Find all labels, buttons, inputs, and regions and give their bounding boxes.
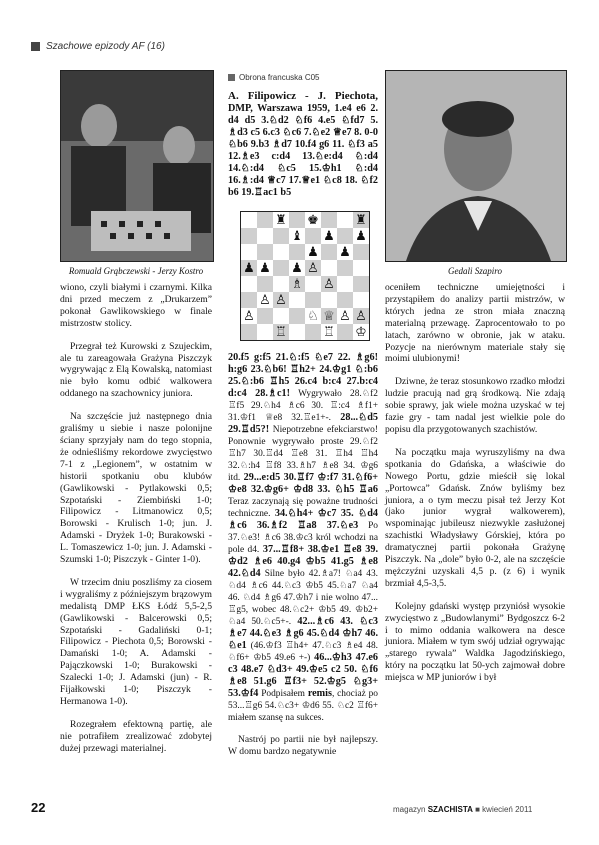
footer-mag-word: magazyn [393,805,426,814]
footer-brand: SZACHISTA [427,805,473,814]
board-square [257,228,273,244]
mid-paragraph: Nastrój po partii nie był najlepszy. W domu bardzo negatywnie [228,734,378,757]
board-square [353,260,369,276]
board-square: ♕ [321,308,337,324]
caption-right: Gedali Szapiro [448,266,502,276]
paragraph: Przegrał też Kurowski z Szujeckim, ale tu zareagowała Grażyna Piszczyk wygrywając z Elą Kowalską, natomiast nie było komu odbić walkowera oddanego na szachownicy juniora. [60,340,212,400]
board-square: ♙ [241,308,257,324]
board-square: ♜ [273,212,289,228]
board-square: ♗ [289,276,305,292]
board-square: ♝ [289,228,305,244]
board-square: ♚ [305,212,321,228]
board-square: ♟ [257,260,273,276]
square-bullet-icon [228,74,235,81]
board-square: ♜ [353,212,369,228]
board-square [353,276,369,292]
board-square [241,292,257,308]
result-remis: remis [307,688,332,699]
note-p7: Podpisałem [258,689,308,699]
caption-left: Romuald Grąbczewski - Jerzy Kostro [68,266,204,276]
note-p6: (46.♔f3 ♖h4+ 47.♘c3 ♗e4 48. ♘f6+ ♔b5 49.e6 +-) [228,641,378,663]
paragraph: wiono, czyli białymi i czarnymi. Kilka dni przed meczem z „Drukarzem” pokonał Gawlikowskiego w finale mistrzostw stolicy. [60,282,212,329]
game-moves-continuation [228,352,378,769]
board-square [289,324,305,340]
moves-p5: 37...♖f8+ 38.♔e1 ♖e8 39. ♔d2 ♗e6 40.g4 ♔b5 41.g5 ♗e8 42.♘d4 [228,544,378,579]
page-number: 22 [31,800,46,815]
right-column [385,282,565,695]
paragraph: Na początku maja wyruszyliśmy na dwa spotkania do Gdańska, a właściwie do Nowego Portu, gdzie mieścił się lokal „Portowca” Gdańsk. Znów byliśmy bez juniora, a o tym meczu pisał też Jerzy Kot (jako junior wygrał walkowerem), wspominając jubileusz niezwykle zasłużonej szachistki Władysławy Górskiej, która po dramatycznej partii pokonała Grażynę Piszczyk. Na „dole” było 0-2, ale na szczęście mężczyźni uzyskali 4,5 p. (z 6) i wynik brzmiał 4,5-3,5. [385,446,565,589]
board-square [337,276,353,292]
board-square [321,292,337,308]
note-p7-tail: , chociaż po 53...♖g6 54.♘c3+ ♔d6 55. ♘c2 ♖f6+ miałem szansę na sukces. [228,689,378,723]
board-square: ♟ [305,244,321,260]
board-square [241,324,257,340]
board-square: ♙ [337,308,353,324]
left-column [60,282,212,766]
board-square: ♙ [321,276,337,292]
board-square [273,308,289,324]
board-square [337,324,353,340]
board-square [289,292,305,308]
board-square [305,276,321,292]
note-p5: Silne było 42.♗a7! ♘a4 43. ♘d4 ♗c6 44.♘c3 ♔b5 45.♘a7 ♘a4 46. ♘d4 ♗g6 47.♔h7 i nie wolno 47... ♖g5, wobec 48.♘c2+ ♔b5 49. ♔b2+ ♘a4 50.♘c5+-. [228,569,378,627]
game-players: A. Filipowicz - J. Piechota, [228,90,378,102]
board-square [273,276,289,292]
board-square [257,308,273,324]
board-square: ♟ [337,244,353,260]
square-bullet-icon [31,42,40,51]
game-intro: DMP, Warszawa 1959, 1.e4 e6 2. d4 d5 3.♘d2 ♘f6 4.e5 ♘fd7 5. ♗d3 c5 6.c3 ♘c6 7.♘e2 ♕e7 8. 0-0 ♘b6 9.b3 ♗d7 10.f4 g6 11. ♘f3 a5 12.♗e3 c:d4 13.♘e:d4 ♘:d4 14.♘:d4 ♘c5 15.♔h1 ♘:d4 16.♗:d4 ♕c7 17.♕e1 ♘c8 18. ♘f2 b6 19.♖ac1 b5 [228,103,378,198]
board-square: ♘ [305,308,321,324]
board-square [321,244,337,260]
board-square: ♟ [353,228,369,244]
board-square: ♙ [273,292,289,308]
board-square [321,212,337,228]
moves-p6: 42...♗c6 43. ♘c3 ♗e7 44.♘e3 ♗g6 45.♘d4 ♔h7 46. ♘e1 [228,616,379,651]
portrait-image [386,71,566,261]
game-moves-top [228,90,378,199]
opening-label [228,73,320,82]
board-square [257,244,273,260]
board-square [305,228,321,244]
board-square [289,212,305,228]
note-p2: Niepotrzebne efekciarstwo! Ponownie wygrywało proste 29.♘f2 ♖h7 30.♖d4 ♖e8 31. ♖h4 ♖h4 32.♘:h4 ♖f8 33.♗h7 ♗e8 34. ♔g6 itd. [228,425,378,483]
board-square [273,244,289,260]
moves-p7: 46...♔h3 47.e6 c3 48.e7 ♘d3+ 49.♔e5 c2 50. ♘f6 ♗e8 51.g6 ♖f3+ 52.♔g5 ♘g3+ 53.♔f4 [228,652,378,699]
board-square: ♖ [321,324,337,340]
moves-p1: 20.f5 g:f5 21.♘:f5 ♘e7 22. ♗g6! h:g6 23.♘b6! ♖h2+ 24.♔g1 ♘:b6 25.♘:b6 ♖h5 26.c4 b:c4 27.b:c4 d:c4 28.♗c1! [228,352,378,399]
moves-p3: 29...e:d5 30.♖f7 ♔:f7 31.♘f6+ ♔e8 32.♔g6+ ♔d8 33. ♘h5 ♖a6 [228,472,378,495]
board-square [257,212,273,228]
photo-right [385,70,567,262]
opening-name: Obrona francuska C05 [239,73,320,82]
board-square [337,212,353,228]
photo-players-image [61,71,213,261]
board-square [241,244,257,260]
board-square [353,244,369,260]
board-square: ♟ [241,260,257,276]
board-square [337,260,353,276]
board-square [257,324,273,340]
board-square [273,260,289,276]
photo-left [60,70,214,262]
paragraph: Rozegrałem efektowną partię, ale nie potrafiłem zrealizować zdobytej dużej przewagi materialnej. [60,718,212,754]
board-square [353,292,369,308]
series-header [31,41,165,52]
footer-date: ■ kwiecień 2011 [475,805,533,814]
board-square [289,244,305,260]
board-square [241,276,257,292]
chess-diagram [240,211,370,341]
board-square: ♙ [305,260,321,276]
moves-p4: 34.♘h4+ ♔c7 35. ♘d4 ♗c6 36.♗f2 ♖a8 37.♘e3 [228,508,378,531]
board-square: ♔ [353,324,369,340]
board-square [257,276,273,292]
board-square [337,228,353,244]
paragraph: oceniłem techniczne umiejętności i przystąpiłem do analizy partii mistrzów, w których jedna ze stron miała znaczną materialną przewagę. Zaprocentowało to po latach, zarówno w obronie, jak w ataku. Pozycje na nierównym materiale stały się moimi ulubionymi! [385,282,565,365]
board-square: ♖ [273,324,289,340]
board-square: ♟ [321,228,337,244]
board-square: ♙ [257,292,273,308]
note-p4: Po 37.♘e3! ♗c6 38.♔c3 król wchodzi na pole d4. [228,521,378,555]
paragraph: W trzecim dniu poszliśmy za ciosem i wygraliśmy z późniejszym brązowym medalistą DMP ŁKS Łódź 5,5-2,5 (Gawlikowski - Balcerowski 0,5; Szpotański - Gadaliński 0-1; Filipowicz - Piechota 0,5; Borowski - Damański 1-0; A. Adamski - Pajączkowski 1-0; Burakowski - Szalecki 1-0; J. Adamski (jun) - R. Fijałkowski 1-0; Piszczyk - Hermanowa 1-0). [60,576,212,707]
board-square: ♙ [353,308,369,324]
board-square [321,260,337,276]
moves-p2: 28...♘d5 29.♖d5?! [228,412,378,435]
board-square [241,212,257,228]
footer-magazine [393,805,532,814]
note-p1: Wygrywało 28.♘f2 ♖f5 29.♘h4 ♗c6 30. ♖:c4 ♗f1+ 31.♔f1 ♕e8 32.♖e1+-. [228,389,378,423]
series-title: Szachowe epizody AF (16) [46,41,165,52]
paragraph: Dziwne, że teraz stosunkowo rzadko młodzi ludzie pracują nad grą środkową. Nie zdają sobie sprawy, jak wiele można uzyskać w tej fazie gry - tam nadal jest wielkie pole do popisu dla przygotowanych szachistów. [385,376,565,435]
board-square [305,324,321,340]
board-square [305,292,321,308]
board-square [337,292,353,308]
board-square: ♟ [289,260,305,276]
board-square [241,228,257,244]
board-square [289,308,305,324]
paragraph: Na szczęście już następnego dnia graliśmy u siebie i nasze polonijne ściany sprzyjały nam do tego stopnia, że odnieśliśmy rekordowe zwycięstwo 7-1 z „Legionem”, w ostatnim w historii spotkaniu obu klubów (Gawlikowski - Pytlakowski 0,5; Szpotański - Ziembiński 1-0; Filipowicz - Litmanowicz 0,5; Borowski - Krulisch 1-0; jun. J. Adamski - Dryżek 1-0; Burakowski - L. Tomaszewicz 1-0; jun. J. Adamski - Szumski 1-0; Piszczyk - Ginter 1-0). [60,411,212,566]
paragraph: Kolejny gdański występ przyniósł wysokie zwycięstwo z „Budowlanymi” Bydgoszcz 6-2 i to mimo oddania walkowera na desce juniora. Miałem w tym swój udział ogrywając „starego rywala” Waldka Jagodzińskiego, który na początku lat 50-ych zajmował dobre miejsca w MP juniorów i był [385,600,565,684]
note-p3: Teraz zaczynają się poważne trudności techniczne. [228,497,378,519]
board-square [273,228,289,244]
